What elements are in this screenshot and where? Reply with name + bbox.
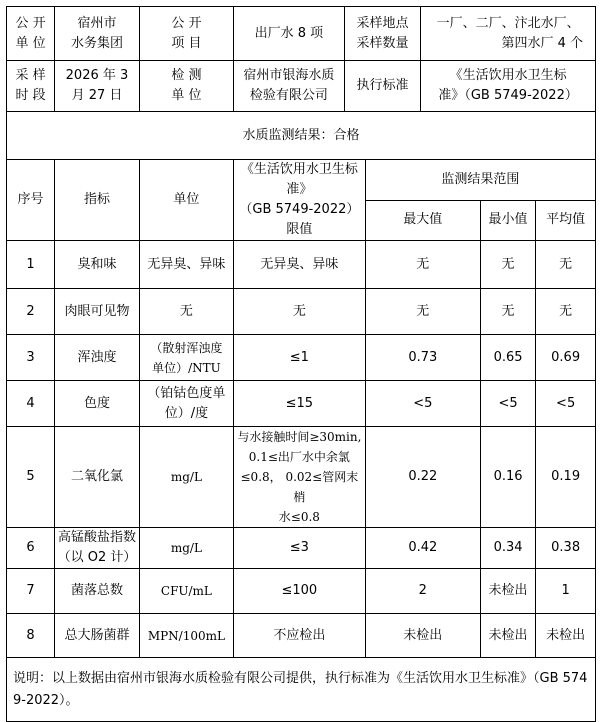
row-seq: 5 [7, 427, 55, 528]
row-unit: CFU/mL [139, 569, 233, 614]
row-max: <5 [365, 381, 480, 427]
column-header-row-1 [7, 160, 596, 201]
public-item-label: 公 开 项 目 [139, 7, 233, 61]
col-min: 最小值 [480, 200, 535, 241]
testing-unit-value: 宿州市银海水质 检验有限公司 [233, 61, 344, 112]
report-note: 说明：以上数据由宿州市银海水质检验有限公司提供，执行标准为《生活饮用水卫生标准》（GB 5749-2022）。 [7, 658, 596, 722]
row-avg: 无 [536, 289, 596, 335]
row-seq: 7 [7, 569, 55, 614]
table-row [7, 569, 596, 614]
result-row [7, 112, 596, 160]
row-indicator: 色度 [55, 381, 140, 427]
note-row [7, 658, 596, 722]
row-seq: 4 [7, 381, 55, 427]
row-limit: 与水接触时间≥30min, 0.1≤出厂水中余氯 ≤0.8， 0.02≤管网末梢 水≤0.8 [233, 427, 365, 528]
row-indicator: 总大肠菌群 [55, 614, 140, 658]
row-min: 0.16 [480, 427, 535, 528]
row-min: 未检出 [480, 614, 535, 658]
row-seq: 8 [7, 614, 55, 658]
col-unit: 单位 [139, 160, 233, 241]
public-unit-label: 公 开 单 位 [7, 7, 55, 61]
row-indicator: 菌落总数 [55, 569, 140, 614]
row-unit: 无异臭、异味 [139, 241, 233, 289]
row-indicator: 高锰酸盐指数 （以 O2 计） [55, 528, 140, 569]
col-result-range: 监测结果范围 [365, 160, 595, 201]
row-limit: 无 [233, 289, 365, 335]
col-max: 最大值 [365, 200, 480, 241]
row-unit: （铂钴色度单 位）/度 [139, 381, 233, 427]
row-min: 无 [480, 289, 535, 335]
row-max: 未检出 [365, 614, 480, 658]
row-indicator: 肉眼可见物 [55, 289, 140, 335]
row-min: <5 [480, 381, 535, 427]
row-avg: 0.69 [536, 335, 596, 381]
row-limit: ≤15 [233, 381, 365, 427]
row-max: 0.73 [365, 335, 480, 381]
table-row [7, 381, 596, 427]
sampling-site-value: 一厂、二厂、汴北水厂、 第四水厂 4 个 [421, 7, 596, 61]
row-min: 0.65 [480, 335, 535, 381]
row-min: 0.34 [480, 528, 535, 569]
public-unit-value: 宿州市 水务集团 [55, 7, 140, 61]
row-unit: mg/L [139, 427, 233, 528]
public-item-value: 出厂水 8 项 [233, 7, 344, 61]
monitoring-result: 水质监测结果：合格 [7, 112, 596, 160]
report-table [6, 6, 596, 722]
row-seq: 1 [7, 241, 55, 289]
sampling-period-value: 2026 年 3 月 27 日 [55, 61, 140, 112]
row-avg: 1 [536, 569, 596, 614]
row-avg: 未检出 [536, 614, 596, 658]
col-avg: 平均值 [536, 200, 596, 241]
row-limit: ≤3 [233, 528, 365, 569]
row-unit: （散射浑浊度 单位）/NTU [139, 335, 233, 381]
col-seq: 序号 [7, 160, 55, 241]
col-indicator: 指标 [55, 160, 140, 241]
row-min: 未检出 [480, 569, 535, 614]
row-unit: mg/L [139, 528, 233, 569]
row-max: 0.22 [365, 427, 480, 528]
row-indicator: 浑浊度 [55, 335, 140, 381]
row-avg: 无 [536, 241, 596, 289]
row-indicator: 臭和味 [55, 241, 140, 289]
row-indicator: 二氧化氯 [55, 427, 140, 528]
row-seq: 2 [7, 289, 55, 335]
table-row [7, 427, 596, 528]
testing-unit-label: 检 测 单 位 [139, 61, 233, 112]
row-limit: 无异臭、异味 [233, 241, 365, 289]
row-max: 2 [365, 569, 480, 614]
sampling-site-label: 采样地点 采样数量 [344, 7, 420, 61]
row-avg: 0.19 [536, 427, 596, 528]
row-avg: <5 [536, 381, 596, 427]
table-row [7, 614, 596, 658]
row-limit: ≤1 [233, 335, 365, 381]
row-seq: 6 [7, 528, 55, 569]
row-limit: 不应检出 [233, 614, 365, 658]
row-avg: 0.38 [536, 528, 596, 569]
row-max: 无 [365, 289, 480, 335]
header-row-1 [7, 7, 596, 61]
row-min: 无 [480, 241, 535, 289]
standard-value: 《生活饮用水卫生标 准》（GB 5749-2022） [421, 61, 596, 112]
table-row [7, 241, 596, 289]
col-standard-limit: 《生活饮用水卫生标准》 （GB 5749-2022）限值 [233, 160, 365, 241]
row-max: 0.42 [365, 528, 480, 569]
row-max: 无 [365, 241, 480, 289]
sampling-period-label: 采 样 时 段 [7, 61, 55, 112]
row-unit: MPN/100mL [139, 614, 233, 658]
row-unit: 无 [139, 289, 233, 335]
header-row-2 [7, 61, 596, 112]
table-row [7, 335, 596, 381]
table-row [7, 289, 596, 335]
row-seq: 3 [7, 335, 55, 381]
standard-label: 执行标准 [344, 61, 420, 112]
row-limit: ≤100 [233, 569, 365, 614]
table-row [7, 528, 596, 569]
